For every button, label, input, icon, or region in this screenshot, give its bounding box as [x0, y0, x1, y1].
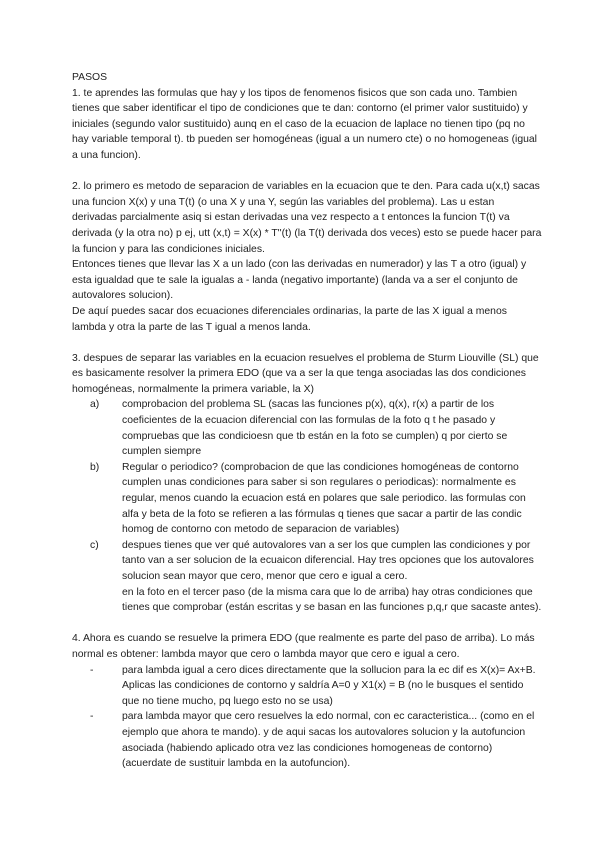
- list-item-text: despues tienes que ver qué autovalores van a ser los que cumplen las condiciones y por tanto van a ser solucion de la ecuaicon diferencial. Hay tres opciones que los autovalores solucion sean mayor que cero, menor que cero e igual a cero.: [122, 539, 534, 582]
- step-2-paragraph-3: De aquí puedes sacar dos ecuaciones diferenciales ordinarias, la parte de las X igual a menos lambda y otra la parte de las T igual a menos landa.: [72, 305, 507, 333]
- list-item-text: Regular o periodico? (comprobacion de que las condiciones homogéneas de contorno cumplen unas condiciones para saber si son regulares o periodicas): normalmente es regular, menos cuando la ecuacion está en polares que sale periodico. las formulas con alfa y beta de la foto se refieren a las fórmulas q tienes que sacar a partir de las condic homog de contorno con metodo de separacion de variables): [122, 461, 526, 536]
- step-3-item-c: [72, 538, 542, 616]
- document-title: PASOS: [72, 72, 108, 83]
- step-2-paragraph-2: Entonces tienes que llevar las X a un lado (con las derivadas en numerador) y las T a otro (igual) y esta igualdad que te sale la igualas a - landa (negativo importante) (landa va a ser el conjunto de autovalores solucion).: [72, 259, 527, 302]
- step-4-item-2: [72, 709, 542, 771]
- step-3-item-b: [72, 460, 542, 538]
- step-4-intro: 4. Ahora es cuando se resuelve la primera EDO (que realmente es parte del paso de arriba). Lo más normal es obtener: lambda mayor que cero o lambda mayor que cero e igual a cero.: [72, 633, 535, 660]
- list-marker: -: [90, 664, 94, 676]
- step-3: [72, 351, 542, 616]
- list-marker: -: [90, 711, 94, 723]
- list-marker: b): [90, 461, 100, 473]
- step-1: [72, 86, 542, 164]
- list-marker: c): [90, 539, 99, 551]
- step-3-list: [72, 397, 542, 615]
- list-marker: a): [90, 399, 100, 411]
- step-4-item-1: [72, 663, 542, 710]
- list-item-text: para lambda mayor que cero resuelves la edo normal, con ec caracteristica... (como en el ejemplo que ahora te mando). y de aqui sacas los autovalores solucion y la autofuncion asociada (habiendo aplicado otra vez las condiciones homogeneas de contorno) (acuerdate de sustituir lambda en la autofuncion).: [122, 711, 535, 770]
- step-4: [72, 631, 542, 771]
- step-3-item-a: [72, 397, 542, 459]
- step-4-list: [72, 663, 542, 772]
- list-item-text: comprobacion del problema SL (sacas las funciones p(x), q(x), r(x) a partir de los coeficientes de la ecuacion diferencial con las formulas de la foto q t he pasado y compruebas que las condicioesn que tb están en la foto se cumplen) q por cierto se cumplen siempre: [122, 399, 508, 458]
- step-1-text: 1. te aprendes las formulas que hay y los tipos de fenomenos fisicos que son cada uno. Tambien tienes que saber identificar el tipo de condiciones que te dan: contorno (el primer valor sustituido) y iniciales (segundo valor sustituido) aunq en el caso de la ecuacion de laplace no tienen tipo (pq no hay variable temporal t). tb pueden ser homogéneas (igual a un numero cte) o no homogeneas (igual a una funcion).: [72, 87, 537, 161]
- step-3-intro: 3. despues de separar las variables en la ecuacion resuelves el problema de Sturm Liouville (SL) que es basicamente resolver la primera EDO (que va a ser la que tenga asociadas las dos condiciones homogéneas, normalmente la primera variable, la X): [72, 352, 539, 395]
- list-item-text-continued: en la foto en el tercer paso (de la misma cara que lo de arriba) hay otras condiciones que tienes que comprobar (están escritas y se basan en las funciones p,q,r que sacaste antes).: [122, 586, 542, 614]
- list-item-text: para lambda igual a cero dices directamente que la sollucion para la ec dif es X(x)= Ax+B. Aplicas las condiciones de contorno y saldría A=0 y X1(x) = B (no le busques el sentido que no tiene mucho, pq luego esto no se usa): [122, 664, 536, 707]
- step-2: [72, 179, 542, 335]
- step-2-paragraph-1: 2. lo primero es metodo de separacion de variables en la ecuacion que te den. Para cada u(x,t) sacas una funcion X(x) y una T(t) (o una X y una Y, según las variables del problema). Las u estan derivadas parcialmente asiq si estan derivadas una vez respecto a t entonces la funcion T(t) va derivada (y la otra no) p ej, utt (x,t) = X(x) * T''(t) (la T(t) derivada dos veces) esto se puede hacer para la funcion y para las condiciones iniciales.: [72, 181, 542, 255]
